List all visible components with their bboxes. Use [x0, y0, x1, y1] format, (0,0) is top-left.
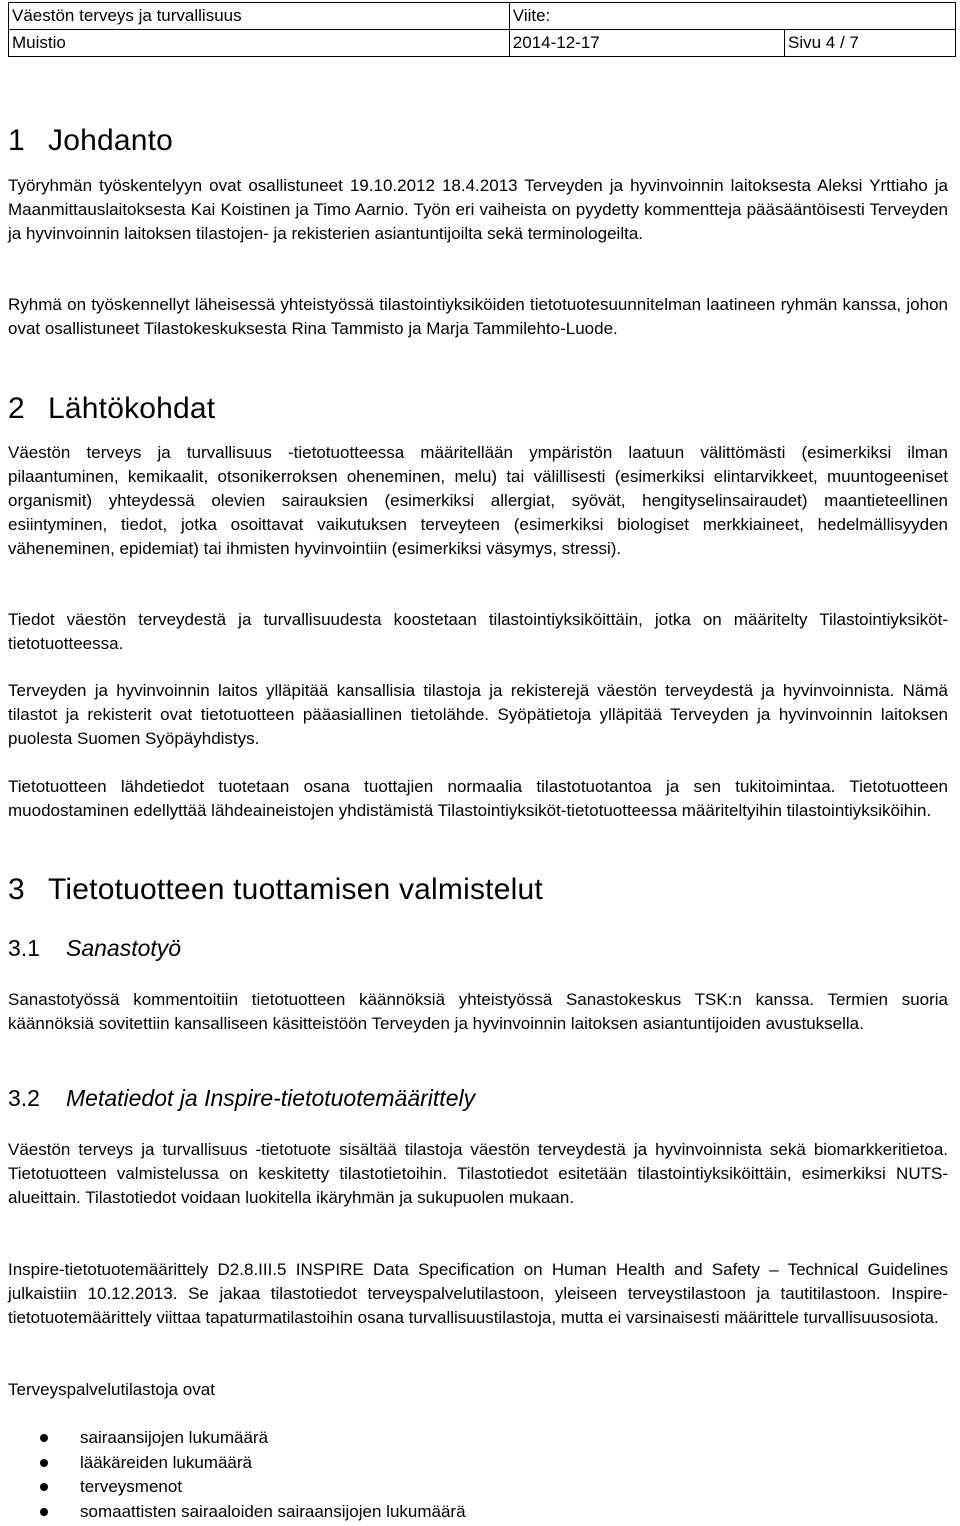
list-item-text: lääkäreiden lukumäärä [80, 1452, 252, 1472]
list-item [8, 1426, 466, 1451]
section-2-number: 2 [8, 392, 25, 425]
section-3-2-paragraph-1: Väestön terveys ja turvallisuus -tietotuote sisältää tilastoja väestön terveydestä ja hyvinvoinnista sekä biomarkkeritietoa. Tietotuotteen valmistelussa on keskitetty tilastotietoihin. Tilastotiedot esitetään tilastointiyksiköittäin, esimerkiksi NUTS-alueittain. Tilastotiedot voidaan luokitella ikäryhmän ja sukupuolen mukaan. [8, 1140, 948, 1207]
health-service-statistics-list [8, 1426, 466, 1524]
section-3-1-paragraph-1: Sanastotyössä kommentoitiin tietotuotteen käännöksiä yhteistyössä Sanastokeskus TSK:n kanssa. Termien suoria käännöksiä sovitettiin kansalliseen käsitteistöön Terveyden ja hyvinvoinnin laitoksen asiantuntijoiden avustuksella. [8, 990, 948, 1033]
section-3-2-paragraph-2: Inspire-tietotuotemäärittely D2.8.III.5 INSPIRE Data Specification on Human Health and Safety – Technical Guidelines julkaistiin 10.12.2013. Se jakaa tilastotiedot terveyspalvelutilastoon, yleiseen terveystilastoon ja tautitilastoon. Inspire-tietotuotemäärittely viittaa tapaturmatilastoihin osana turvallisuustilastoja, mutta ei varsinaisesti määrittele turvallisuusosiota. [8, 1260, 948, 1327]
section-3-title: Tietotuotteen tuottamisen valmistelut [48, 873, 543, 906]
bullet-icon [40, 1483, 48, 1491]
section-2-paragraph-3: Terveyden ja hyvinvoinnin laitos ylläpitää kansallisia tilastoja ja rekisterejä väestön terveydestä ja hyvinvoinnista. Nämä tilastot ja rekisterit ovat tietotuotteen pääasiallinen tietolähde. Syöpätietoja ylläpitää Terveyden ja hyvinvoinnin laitoksen puolesta Suomen Syöpäyhdistys. [8, 681, 948, 748]
section-1-paragraph-2: Ryhmä on työskennellyt läheisessä yhteistyössä tilastointiyksiköiden tietotuotesuunnitelman laatineen ryhmän kanssa, johon ovat osallistuneet Tilastokeskuksesta Rina Tammisto ja Marja Tammilehto-Luode. [8, 295, 948, 338]
section-2-heading [8, 392, 215, 426]
header-date: 2014-12-17 [509, 30, 784, 57]
bullet-icon [40, 1508, 48, 1516]
list-item-text: somaattisten sairaaloiden sairaansijojen lukumäärä [80, 1501, 466, 1521]
section-3-heading [8, 873, 543, 907]
section-3-number: 3 [8, 873, 25, 906]
bullet-icon [40, 1434, 48, 1442]
section-3-2-paragraph-3: Terveyspalvelutilastoja ovat [8, 1380, 215, 1399]
section-3-1-heading [8, 935, 181, 962]
header-reference-label: Viite: [509, 3, 955, 30]
header-org: Väestön terveys ja turvallisuus [9, 3, 510, 30]
section-3-2-heading [8, 1085, 475, 1112]
section-3-2-number: 3.2 [8, 1085, 40, 1111]
section-2-paragraph-2: Tiedot väestön terveydestä ja turvallisuudesta koostetaan tilastointiyksiköittäin, jotka on määritelty Tilastointiyksiköt-tietotuotteessa. [8, 610, 948, 653]
list-item-text: sairaansijojen lukumäärä [80, 1428, 269, 1447]
section-3-2-title: Metatiedot ja Inspire-tietotuotemäärittely [66, 1085, 476, 1111]
section-1-paragraph-1: Työryhmän työskentelyyn ovat osallistuneet 19.10.2012 18.4.2013 Terveyden ja hyvinvoinnin laitoksesta Aleksi Yrttiaho ja Maanmittauslaitoksesta Kai Koistinen ja Timo Aarnio. Työn eri vaiheista on pyydetty kommentteja pääsääntöisesti Terveyden ja hyvinvoinnin laitoksen tilastojen- ja rekisterien asiantuntijoilta sekä terminologeilta. [8, 176, 948, 243]
section-2-paragraph-1: Väestön terveys ja turvallisuus -tietotuotteessa määritellään ympäristön laatuun välittömästi (esimerkiksi ilman pilaantuminen, kemikaalit, otsonikerroksen oheneminen, melu) tai välillisesti (esimerkiksi elintarvikkeet, muuntogeeniset organismit) yhteydessä olevien sairauksien (esimerkiksi allergiat, syövät, hengityselinsairaudet) maantieteellinen esiintyminen, tiedot, jotka osoittavat vaikutuksen terveyteen (esimerkiksi biologiset merkkiaineet, hedelmällisyyden väheneminen, epidemiat) tai ihmisten hyvinvointiin (esimerkiksi väsymys, stressi). [8, 443, 948, 558]
section-1-heading [8, 124, 173, 158]
section-1-number: 1 [8, 124, 25, 157]
bullet-icon [40, 1459, 48, 1467]
document-header [8, 2, 956, 57]
section-1-title: Johdanto [48, 124, 174, 157]
header-page-number: Sivu 4 / 7 [785, 30, 956, 57]
section-2-title: Lähtökohdat [48, 392, 216, 425]
list-item [8, 1500, 466, 1525]
section-2-paragraph-4: Tietotuotteen lähdetiedot tuotetaan osana tuottajien normaalia tilastotuotantoa ja sen tukitoimintaa. Tietotuotteen muodostaminen edellyttää lähdeaineistojen yhdistämistä Tilastointiyksiköt-tietotuotteessa määriteltyihin tilastointiyksiköihin. [8, 777, 948, 820]
list-item [8, 1475, 466, 1500]
list-item-text: terveysmenot [80, 1477, 183, 1496]
header-doc-type: Muistio [9, 30, 510, 57]
section-3-1-title: Sanastotyö [66, 935, 182, 961]
list-item [8, 1451, 466, 1476]
section-3-1-number: 3.1 [8, 935, 40, 961]
